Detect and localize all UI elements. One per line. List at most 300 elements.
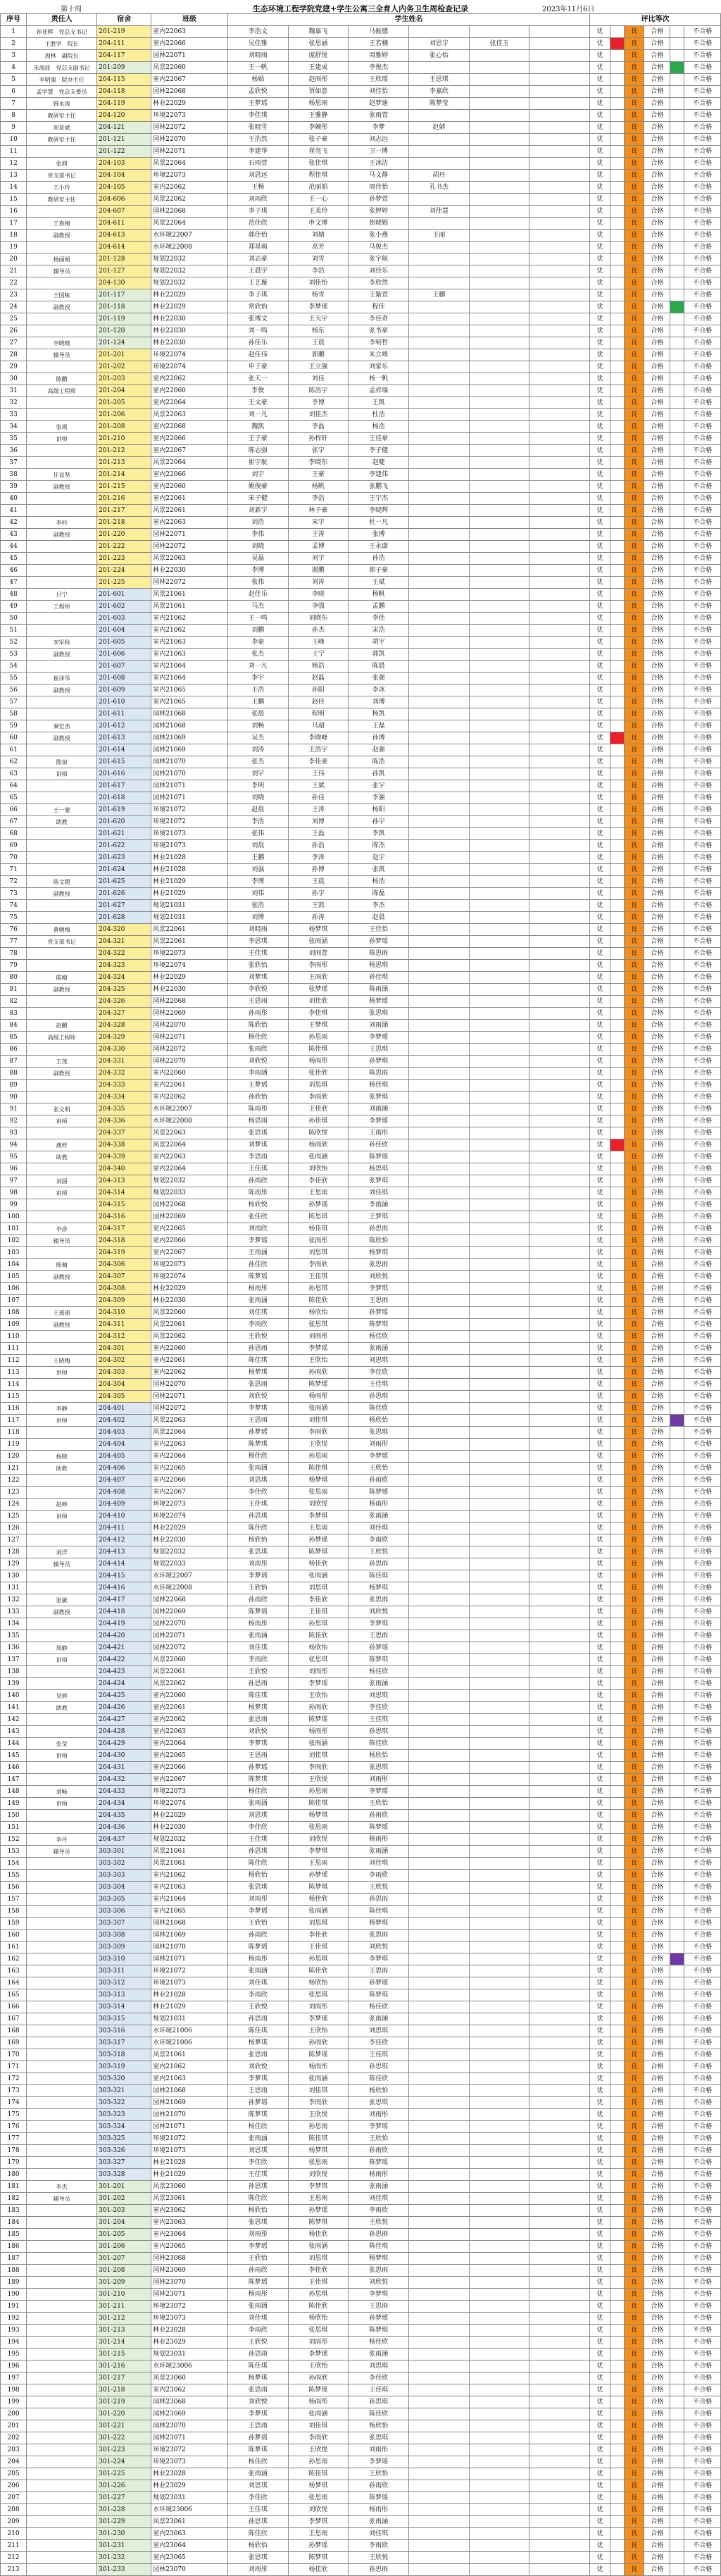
grade-label: 优 bbox=[590, 2109, 610, 2121]
row-student bbox=[529, 1115, 590, 1127]
row-student bbox=[469, 134, 529, 146]
grade-label: 良 bbox=[624, 254, 644, 265]
grade-label: 不合格 bbox=[684, 2396, 721, 2408]
grade-label: 不合格 bbox=[684, 1439, 721, 1451]
row-student bbox=[529, 1882, 590, 1894]
row-seq: 62 bbox=[1, 756, 27, 768]
row-student: 孙思雨 bbox=[227, 2013, 288, 2025]
table-row bbox=[1, 912, 721, 924]
row-student bbox=[529, 2492, 590, 2504]
grade-label: 合格 bbox=[644, 2037, 670, 2049]
row-student bbox=[409, 313, 470, 325]
row-seq: 195 bbox=[1, 2349, 27, 2361]
grade-label: 合格 bbox=[644, 1391, 670, 1403]
grade-label: 良 bbox=[624, 1523, 644, 1534]
grade-label: 合格 bbox=[644, 637, 670, 649]
row-seq: 171 bbox=[1, 2061, 27, 2073]
row-person bbox=[27, 2229, 97, 2241]
row-student: 李建伟 bbox=[349, 469, 409, 481]
grade-label: 优 bbox=[590, 122, 610, 134]
grade-label: 不合格 bbox=[684, 625, 721, 637]
grade-label: 合格 bbox=[644, 1415, 670, 1427]
grade-label: 良 bbox=[624, 1151, 644, 1163]
table-row bbox=[1, 505, 721, 517]
row-student: 王浩然 bbox=[227, 134, 288, 146]
row-student: 刘思琪 bbox=[227, 2145, 288, 2157]
row-student: 孙梦琪 bbox=[349, 1056, 409, 1068]
row-dorm: 204-419 bbox=[97, 1618, 151, 1630]
row-student: 赵梦迪 bbox=[349, 98, 409, 110]
grade-label: 良 bbox=[624, 684, 644, 696]
grade-label: 不合格 bbox=[684, 206, 721, 218]
row-student: 孙涛 bbox=[288, 912, 349, 924]
grade-marker bbox=[610, 649, 624, 661]
row-student: 张思琪 bbox=[288, 2325, 349, 2337]
row-student: 王涛 bbox=[288, 529, 349, 541]
row-student bbox=[469, 1487, 529, 1499]
row-dorm: 201-208 bbox=[97, 421, 151, 433]
row-student: 王思雨 bbox=[288, 1858, 349, 1870]
row-student bbox=[469, 433, 529, 445]
grade-marker bbox=[670, 242, 684, 254]
row-student: 张雨涵 bbox=[288, 1403, 349, 1415]
row-student bbox=[529, 230, 590, 242]
row-student bbox=[469, 1953, 529, 1965]
row-student bbox=[409, 1678, 470, 1690]
row-dorm: 303-316 bbox=[97, 2025, 151, 2037]
grade-label: 合格 bbox=[644, 1271, 670, 1283]
grade-marker bbox=[610, 1163, 624, 1175]
row-student: 王欣悦 bbox=[288, 1774, 349, 1786]
row-class: 园林22072 bbox=[151, 541, 228, 553]
row-seq: 61 bbox=[1, 744, 27, 756]
row-student bbox=[529, 2564, 590, 2576]
row-person: 副教授 bbox=[27, 1271, 97, 1283]
grade-label: 优 bbox=[590, 1690, 610, 1702]
row-student: 王欣怡 bbox=[349, 2133, 409, 2145]
table-row bbox=[1, 1271, 721, 1283]
row-student: 刘佳琪 bbox=[349, 2193, 409, 2205]
row-person bbox=[27, 1391, 97, 1403]
row-student: 杨浩 bbox=[288, 661, 349, 673]
row-dorm: 301-214 bbox=[97, 2337, 151, 2349]
row-seq: 191 bbox=[1, 2301, 27, 2313]
grade-marker bbox=[610, 708, 624, 720]
row-student bbox=[409, 744, 470, 756]
row-student bbox=[409, 2504, 470, 2516]
row-student bbox=[529, 2073, 590, 2085]
grade-label: 不合格 bbox=[684, 732, 721, 744]
row-student bbox=[469, 409, 529, 421]
row-student: 赵磊 bbox=[288, 673, 349, 684]
row-student: 孙雨欣 bbox=[288, 1367, 349, 1379]
row-seq: 91 bbox=[1, 1103, 27, 1115]
grade-marker bbox=[670, 469, 684, 481]
grade-marker bbox=[610, 1475, 624, 1487]
grade-marker bbox=[670, 2181, 684, 2193]
grade-label: 不合格 bbox=[684, 720, 721, 732]
row-dorm: 201-624 bbox=[97, 864, 151, 876]
row-person bbox=[27, 2337, 97, 2349]
row-dorm: 201-205 bbox=[97, 397, 151, 409]
row-student: 王丽 bbox=[409, 230, 470, 242]
row-student: 陈志强 bbox=[227, 445, 288, 457]
grade-marker bbox=[610, 1343, 624, 1355]
table-row bbox=[1, 1367, 721, 1379]
grade-marker bbox=[610, 2468, 624, 2480]
row-student bbox=[529, 349, 590, 361]
row-person: 陈楠 bbox=[27, 1259, 97, 1271]
grade-label: 良 bbox=[624, 146, 644, 158]
row-student: 王思琪 bbox=[409, 74, 470, 86]
table-row bbox=[1, 469, 721, 481]
row-class: 风景22062 bbox=[151, 1678, 228, 1690]
grade-label: 良 bbox=[624, 170, 644, 182]
grade-marker bbox=[610, 1403, 624, 1415]
grade-marker bbox=[610, 1331, 624, 1343]
row-student: 孔书杰 bbox=[409, 182, 470, 194]
row-student: 张欣怡 bbox=[227, 960, 288, 972]
grade-marker bbox=[610, 170, 624, 182]
grade-marker bbox=[670, 1894, 684, 1906]
row-student bbox=[409, 1439, 470, 1451]
row-class: 室内22066 bbox=[151, 1762, 228, 1774]
grade-label: 不合格 bbox=[684, 1403, 721, 1415]
grade-marker bbox=[610, 1451, 624, 1463]
row-class: 室内21064 bbox=[151, 673, 228, 684]
grade-label: 良 bbox=[624, 182, 644, 194]
row-person bbox=[27, 2169, 97, 2181]
table-row bbox=[1, 385, 721, 397]
grade-label: 良 bbox=[624, 505, 644, 517]
grade-label: 优 bbox=[590, 1139, 610, 1151]
row-seq: 164 bbox=[1, 1977, 27, 1989]
grade-label: 合格 bbox=[644, 373, 670, 385]
row-seq: 107 bbox=[1, 1295, 27, 1307]
row-dorm: 303-327 bbox=[97, 2157, 151, 2169]
row-student bbox=[469, 1558, 529, 1570]
row-student bbox=[409, 984, 470, 996]
row-person: 张敏 bbox=[27, 1594, 97, 1606]
row-student: 张思雨 bbox=[349, 1930, 409, 1942]
row-seq: 30 bbox=[1, 373, 27, 385]
grade-label: 合格 bbox=[644, 996, 670, 1008]
grade-label: 不合格 bbox=[684, 1750, 721, 1762]
grade-label: 不合格 bbox=[684, 948, 721, 960]
row-student bbox=[469, 1367, 529, 1379]
row-class: 规划22033 bbox=[151, 1187, 228, 1199]
grade-label: 合格 bbox=[644, 2169, 670, 2181]
row-student: 刘浩 bbox=[227, 517, 288, 529]
grade-label: 不合格 bbox=[684, 900, 721, 912]
row-class: 环境21072 bbox=[151, 1965, 228, 1977]
row-seq: 208 bbox=[1, 2504, 27, 2516]
row-student bbox=[529, 828, 590, 840]
row-class: 林业22030 bbox=[151, 325, 228, 337]
grade-marker bbox=[610, 265, 624, 277]
row-student bbox=[469, 960, 529, 972]
row-person bbox=[27, 2361, 97, 2372]
grade-label: 优 bbox=[590, 289, 610, 301]
grade-marker bbox=[610, 1223, 624, 1235]
row-student: 李豪 bbox=[227, 637, 288, 649]
row-class: 风景22064 bbox=[151, 158, 228, 170]
grade-label: 优 bbox=[590, 2229, 610, 2241]
grade-label: 不合格 bbox=[684, 960, 721, 972]
row-student bbox=[529, 1534, 590, 1546]
row-student: 李佳欣 bbox=[227, 1487, 288, 1499]
row-person: 助教 bbox=[27, 1702, 97, 1714]
row-student: 李雨欣 bbox=[349, 1870, 409, 1882]
row-seq: 142 bbox=[1, 1714, 27, 1726]
grade-label: 优 bbox=[590, 469, 610, 481]
row-person bbox=[27, 457, 97, 469]
grade-marker bbox=[670, 230, 684, 242]
row-class: 风景21061 bbox=[151, 2049, 228, 2061]
grade-label: 合格 bbox=[644, 517, 670, 529]
grade-marker bbox=[670, 158, 684, 170]
row-student: 王佳怡 bbox=[349, 924, 409, 936]
row-student bbox=[409, 1989, 470, 2001]
row-class: 林业22030 bbox=[151, 1295, 228, 1307]
row-student bbox=[409, 1582, 470, 1594]
row-student: 杨雨彤 bbox=[288, 1056, 349, 1068]
grade-label: 合格 bbox=[644, 2265, 670, 2277]
table-row bbox=[1, 840, 721, 852]
row-dorm: 204-411 bbox=[97, 1523, 151, 1534]
row-seq: 101 bbox=[1, 1223, 27, 1235]
row-student bbox=[409, 1068, 470, 1080]
grade-label: 优 bbox=[590, 948, 610, 960]
row-student: 王欣怡 bbox=[349, 1798, 409, 1810]
row-student bbox=[469, 1068, 529, 1080]
row-seq: 153 bbox=[1, 1846, 27, 1858]
row-student bbox=[469, 1415, 529, 1427]
grade-label: 优 bbox=[590, 1295, 610, 1307]
grade-label: 良 bbox=[624, 1882, 644, 1894]
row-dorm: 204-311 bbox=[97, 1319, 151, 1331]
row-person bbox=[27, 1953, 97, 1965]
row-person bbox=[27, 1570, 97, 1582]
grade-label: 不合格 bbox=[684, 1702, 721, 1714]
row-student bbox=[409, 1163, 470, 1175]
grade-label: 良 bbox=[624, 637, 644, 649]
grade-marker bbox=[670, 2001, 684, 2013]
row-class: 园林22068 bbox=[151, 1199, 228, 1211]
row-dorm: 301-230 bbox=[97, 2528, 151, 2540]
row-student: 孙佳 bbox=[288, 792, 349, 804]
grade-label: 不合格 bbox=[684, 1175, 721, 1187]
grade-label: 合格 bbox=[644, 840, 670, 852]
row-student: 李雨欣 bbox=[227, 1319, 288, 1331]
row-seq: 168 bbox=[1, 2025, 27, 2037]
row-dorm: 204-426 bbox=[97, 1702, 151, 1714]
grade-marker bbox=[610, 2025, 624, 2037]
row-student: 李佳 bbox=[349, 613, 409, 625]
row-seq: 134 bbox=[1, 1618, 27, 1630]
grade-label: 不合格 bbox=[684, 2073, 721, 2085]
row-class: 室内22064 bbox=[151, 1451, 228, 1463]
grade-label: 优 bbox=[590, 2277, 610, 2289]
grade-label: 优 bbox=[590, 661, 610, 673]
grade-label: 优 bbox=[590, 912, 610, 924]
grade-marker bbox=[610, 2361, 624, 2372]
row-student: 魏嘉飞 bbox=[288, 26, 349, 38]
grade-label: 合格 bbox=[644, 254, 670, 265]
row-person: 周林 副院长 bbox=[27, 50, 97, 62]
grade-label: 优 bbox=[590, 2480, 610, 2492]
row-student bbox=[529, 2169, 590, 2181]
row-student bbox=[409, 637, 470, 649]
grade-marker bbox=[670, 1666, 684, 1678]
grade-label: 良 bbox=[624, 1570, 644, 1582]
table-row bbox=[1, 1092, 721, 1103]
row-person bbox=[27, 900, 97, 912]
row-person bbox=[27, 1618, 97, 1630]
row-person: 燕梓 bbox=[27, 1139, 97, 1151]
row-student bbox=[529, 1726, 590, 1738]
row-student bbox=[469, 1630, 529, 1642]
table-row bbox=[1, 1906, 721, 1918]
row-class: 林业21028 bbox=[151, 852, 228, 864]
grade-label: 不合格 bbox=[684, 2061, 721, 2073]
row-seq: 183 bbox=[1, 2205, 27, 2217]
grade-marker bbox=[670, 1271, 684, 1283]
grade-label: 良 bbox=[624, 960, 644, 972]
row-student: 孙梦瑶 bbox=[288, 2205, 349, 2217]
table-row bbox=[1, 613, 721, 625]
grade-label: 优 bbox=[590, 206, 610, 218]
row-student: 刘雨彤 bbox=[227, 2564, 288, 2576]
grade-label: 不合格 bbox=[684, 1499, 721, 1511]
row-student: 张雨涵 bbox=[349, 1846, 409, 1858]
grade-marker bbox=[670, 1020, 684, 1032]
row-student bbox=[409, 1630, 470, 1642]
grade-label: 合格 bbox=[644, 2540, 670, 2552]
row-seq: 150 bbox=[1, 1810, 27, 1822]
grade-marker bbox=[670, 1307, 684, 1319]
row-dorm: 201-620 bbox=[97, 816, 151, 828]
grade-label: 不合格 bbox=[684, 1523, 721, 1534]
row-student bbox=[469, 277, 529, 289]
grade-marker bbox=[670, 1415, 684, 1427]
row-person bbox=[27, 1523, 97, 1534]
row-dorm: 201-614 bbox=[97, 744, 151, 756]
row-seq: 23 bbox=[1, 289, 27, 301]
grade-marker bbox=[670, 1953, 684, 1965]
grade-label: 良 bbox=[624, 1175, 644, 1187]
row-student: 刘鹏 bbox=[227, 625, 288, 637]
grade-marker bbox=[670, 397, 684, 409]
row-student bbox=[529, 1235, 590, 1247]
row-student bbox=[529, 684, 590, 696]
grade-label: 优 bbox=[590, 2384, 610, 2396]
table-row bbox=[1, 2528, 721, 2540]
table-row bbox=[1, 1774, 721, 1786]
row-dorm: 204-420 bbox=[97, 1630, 151, 1642]
row-student bbox=[529, 792, 590, 804]
row-student bbox=[469, 2217, 529, 2229]
row-student: 张雨涵 bbox=[227, 2133, 288, 2145]
table-row bbox=[1, 708, 721, 720]
row-student bbox=[469, 1103, 529, 1115]
row-student bbox=[529, 1642, 590, 1654]
row-student bbox=[409, 780, 470, 792]
row-student bbox=[469, 2085, 529, 2097]
row-student bbox=[469, 2133, 529, 2145]
grade-marker bbox=[610, 1427, 624, 1439]
table-row bbox=[1, 2229, 721, 2241]
row-student bbox=[469, 2540, 529, 2552]
row-student: 杨帆 bbox=[349, 589, 409, 601]
grade-label: 合格 bbox=[644, 1403, 670, 1415]
grade-marker bbox=[670, 1702, 684, 1714]
grade-marker bbox=[670, 38, 684, 50]
row-class: 环境23072 bbox=[151, 2301, 228, 2313]
row-student: 陈佳琪 bbox=[349, 1570, 409, 1582]
row-student bbox=[469, 1618, 529, 1630]
grade-label: 优 bbox=[590, 1762, 610, 1774]
grade-label: 合格 bbox=[644, 1487, 670, 1499]
row-student bbox=[529, 1894, 590, 1906]
grade-label: 良 bbox=[624, 1068, 644, 1080]
row-student bbox=[529, 1570, 590, 1582]
row-class: 林业23028 bbox=[151, 2468, 228, 2480]
grade-marker bbox=[670, 2109, 684, 2121]
table-row bbox=[1, 1008, 721, 1020]
row-student bbox=[529, 900, 590, 912]
row-student: 李杰 bbox=[349, 900, 409, 912]
row-student bbox=[469, 804, 529, 816]
row-class: 园林22072 bbox=[151, 1044, 228, 1056]
grade-marker bbox=[610, 1762, 624, 1774]
grade-label: 合格 bbox=[644, 1463, 670, 1475]
row-student: 孙思琪 bbox=[349, 2061, 409, 2073]
row-person: 工程师 bbox=[27, 601, 97, 613]
grade-label: 不合格 bbox=[684, 1187, 721, 1199]
grade-marker bbox=[670, 613, 684, 625]
row-dorm: 201-610 bbox=[97, 696, 151, 708]
grade-marker bbox=[670, 1475, 684, 1487]
row-class: 室内22066 bbox=[151, 38, 228, 50]
grade-label: 良 bbox=[624, 1247, 644, 1259]
grade-marker bbox=[610, 1690, 624, 1702]
row-student: 陈思雨 bbox=[349, 1068, 409, 1080]
grade-marker bbox=[610, 936, 624, 948]
row-student: 陈梦瑶 bbox=[227, 1606, 288, 1618]
grade-label: 合格 bbox=[644, 1044, 670, 1056]
row-class: 园林21070 bbox=[151, 756, 228, 768]
row-dorm: 303-321 bbox=[97, 2085, 151, 2097]
grade-marker bbox=[670, 1546, 684, 1558]
grade-label: 优 bbox=[590, 194, 610, 206]
row-student: 杨雨彤 bbox=[288, 1726, 349, 1738]
row-seq: 69 bbox=[1, 840, 27, 852]
grade-marker bbox=[610, 206, 624, 218]
row-student: 陈佳欣 bbox=[288, 1965, 349, 1977]
row-student bbox=[529, 984, 590, 996]
row-person bbox=[27, 2396, 97, 2408]
row-dorm: 204-312 bbox=[97, 1331, 151, 1343]
row-student: 刘佳杰 bbox=[288, 409, 349, 421]
grade-label: 合格 bbox=[644, 349, 670, 361]
table-row bbox=[1, 1056, 721, 1068]
grade-label: 良 bbox=[624, 337, 644, 349]
row-student bbox=[409, 1558, 470, 1570]
row-student bbox=[469, 2361, 529, 2372]
grade-label: 优 bbox=[590, 38, 610, 50]
row-student: 刘欣悦 bbox=[288, 1499, 349, 1511]
